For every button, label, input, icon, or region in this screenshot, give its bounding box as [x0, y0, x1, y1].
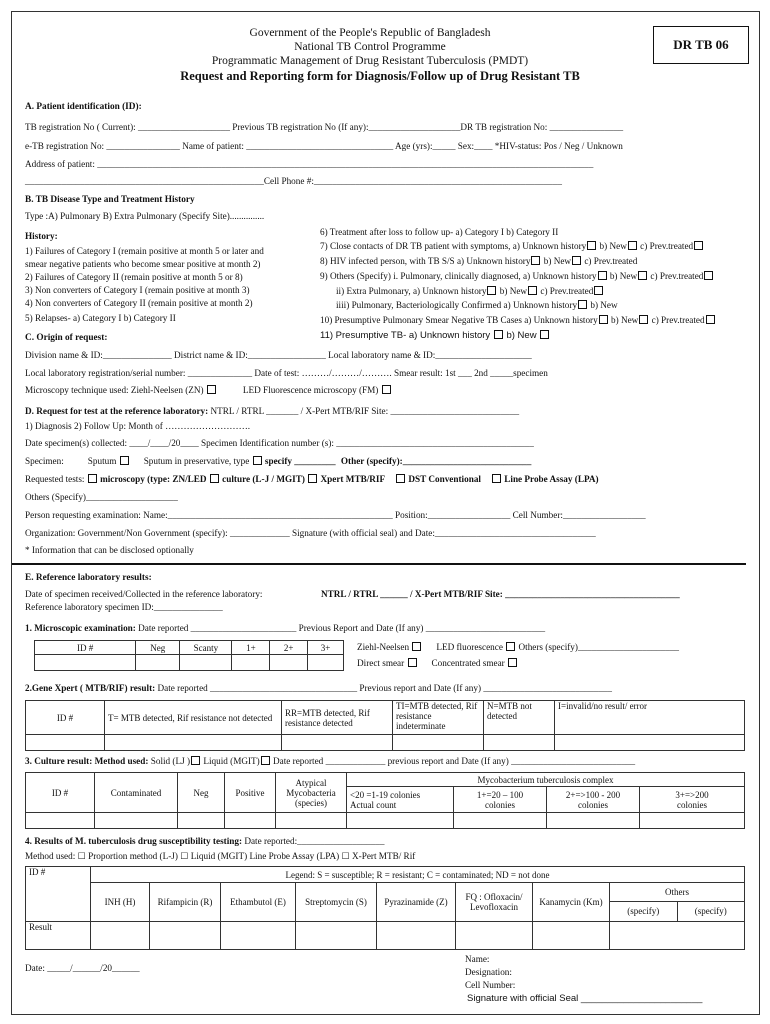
table-cell[interactable]	[221, 922, 296, 950]
date-received-line[interactable]: Date of specimen received/Collected in the reference laboratory:	[25, 589, 263, 599]
checkbox[interactable]	[599, 315, 608, 324]
gx-ti-header: TI=MTB detected, Rif resistance indeterminate	[393, 701, 484, 735]
history-right-9iii: iiii) Pulmonary, Bacteriologically Confirmed a) Unknown history b) New	[336, 300, 618, 310]
checkbox[interactable]	[508, 658, 517, 667]
checkbox[interactable]	[572, 256, 581, 265]
cul-col-3: 2+=>100 - 200 colonies	[547, 787, 640, 813]
checkbox[interactable]	[253, 456, 262, 465]
table-cell[interactable]	[91, 922, 150, 950]
cul-id-header: ID #	[26, 773, 95, 813]
col-neg: Neg	[136, 641, 180, 655]
table-cell[interactable]	[377, 922, 456, 950]
checkbox[interactable]	[706, 315, 715, 324]
checkbox[interactable]	[639, 315, 648, 324]
table-cell[interactable]	[26, 735, 105, 751]
address-line[interactable]: Address of patient: ____________________________________________________________________________________________________________	[25, 159, 594, 169]
table-cell[interactable]	[35, 655, 136, 671]
microscopy-type-line: Ziehl-Neelsen LED fluorescence Others (specify)______________________	[357, 642, 680, 652]
table-cell[interactable]	[95, 813, 178, 829]
section-e-heading: E. Reference laboratory results:	[25, 573, 152, 583]
dst-table	[25, 866, 745, 950]
col-3plus: 3+	[308, 641, 344, 655]
cell-phone-line[interactable]: ____________________________________________________Cell Phone #:______________________________________________________	[25, 176, 562, 186]
local-lab-line[interactable]: Local laboratory registration/serial number: ______________ Date of test: ………/………/………. Smear result: 1st ___ 2nd _____specimen	[25, 368, 548, 378]
dst-pza: Pyrazinamide (Z)	[377, 883, 456, 922]
dst-km: Kanamycin (Km)	[533, 883, 610, 922]
footer-date[interactable]: Date: _____/______/20______	[25, 963, 140, 973]
checkbox[interactable]	[638, 271, 647, 280]
requested-tests-line: Requested tests: microscopy (type: ZN/LED culture (L-J / MGIT) Xpert MTB/RIF DST Conventional Line Probe Assay (LPA)	[25, 474, 599, 484]
col-1plus: 1+	[232, 641, 270, 655]
table-cell[interactable]	[225, 813, 276, 829]
table-cell[interactable]	[296, 922, 377, 950]
dst-rif: Rifampicin (R)	[150, 883, 221, 922]
culture-table	[25, 772, 745, 829]
checkbox[interactable]	[308, 474, 317, 483]
history-left-1b: smear negative patients who become smear positive at month 2)	[25, 259, 261, 269]
checkbox[interactable]	[261, 756, 270, 765]
table-cell[interactable]	[533, 922, 610, 950]
table-cell[interactable]	[610, 922, 745, 950]
cul-col-4: 3+=>200 colonies	[640, 787, 745, 813]
table-cell[interactable]	[484, 735, 555, 751]
dst-inh: INH (H)	[91, 883, 150, 922]
date-collected-line[interactable]: Date specimen(s) collected: ____/____/20____ Specimen Identification number (s): ___________________________________________	[25, 438, 534, 448]
section-a-heading: A. Patient identification (ID):	[25, 102, 142, 112]
footer-name[interactable]: Name:	[465, 954, 490, 964]
dst-emb: Ethambutol (E)	[221, 883, 296, 922]
smear-type-line: Direct smear Concentrated smear	[357, 658, 518, 668]
checkbox[interactable]	[506, 642, 515, 651]
history-left-2: 2) Failures of Category II (remain positive at month 5 or 8)	[25, 272, 243, 282]
checkbox[interactable]	[88, 474, 97, 483]
ref-lab-specimen-id[interactable]: Reference laboratory specimen ID:_______________	[25, 602, 223, 612]
checkbox[interactable]	[628, 241, 637, 250]
cul-neg-header: Neg	[178, 773, 225, 813]
header-line3: Programmatic Management of Drug Resistant Tuberculosis (PMDT)	[211, 55, 529, 67]
dst-id-header: ID #	[26, 867, 91, 922]
microscopy-table	[34, 640, 344, 671]
ref-lab-site-line[interactable]: NTRL / RTRL ______ / X-Pert MTB/RIF Site: ______________________________________	[321, 589, 680, 599]
col-2plus: 2+	[270, 641, 308, 655]
table-cell[interactable]	[180, 655, 232, 671]
checkbox[interactable]	[412, 642, 421, 651]
history-left-4: 4) Non converters of Category II (remain positive at month 2)	[25, 298, 253, 308]
gx-rr-header: RR=MTB detected, Rif resistance detected	[282, 701, 393, 735]
checkbox[interactable]	[594, 286, 603, 295]
type-line[interactable]: Type :A) Pulmonary B) Extra Pulmonary (Specify Site)...............	[25, 211, 265, 221]
specimen-line: Specimen: Sputum Sputum in preservative, type specify _________ Other (specify):____________________________	[25, 456, 532, 466]
section-divider	[12, 563, 746, 565]
gx-n-header: N=MTB not detected	[484, 701, 555, 735]
checkbox[interactable]	[540, 330, 549, 339]
header-line1: Government of the People's Republic of Bangladesh	[249, 27, 491, 39]
cul-contaminated-header: Contaminated	[95, 773, 178, 813]
genexpert-heading: 2.Gene Xpert ( MTB/RIF) result: Date reported ________________________________ Previous report and Date (If any) ____________________________	[25, 683, 612, 693]
checkbox[interactable]	[704, 271, 713, 280]
footer-cell-number[interactable]: Cell Number:	[465, 980, 516, 990]
checkbox[interactable]	[120, 456, 129, 465]
cul-atypical-header: Atypical Mycobacteria (species)	[276, 773, 347, 813]
section-b-heading: B. TB Disease Type and Treatment History	[25, 195, 195, 205]
table-cell[interactable]	[456, 922, 533, 950]
form-title: Request and Reporting form for Diagnosis/Follow up of Drug Resistant TB	[180, 69, 580, 83]
cul-complex-header: Mycobacterium tuberculosis complex	[347, 773, 745, 787]
history-right-7: 7) Close contacts of DR TB patient with symptoms, a) Unknown history b) New c) Prev.treated	[320, 241, 704, 251]
section-d-heading: D. Request for test at the reference laboratory: NTRL / RTRL _______ / X-Pert MTB/RIF Site: ____________________________	[25, 406, 520, 416]
col-id: ID #	[35, 641, 136, 655]
dst-heading: 4. Results of M. tuberculosis drug susceptibility testing: Date reported:___________________	[25, 836, 385, 846]
table-cell[interactable]	[136, 655, 180, 671]
dst-legend: Legend: S = susceptible; R = resistant; C = contaminated; ND = not done	[91, 867, 745, 883]
history-left-5: 5) Relapses- a) Category I b) Category II	[25, 313, 176, 323]
history-right-9ii: ii) Extra Pulmonary, a) Unknown history b) New c) Prev.treated	[336, 286, 604, 296]
checkbox[interactable]	[191, 756, 200, 765]
footer-designation[interactable]: Designation:	[465, 967, 512, 977]
table-cell[interactable]	[308, 655, 344, 671]
checkbox[interactable]	[578, 300, 587, 309]
cul-col-2: 1+=20 – 100 colonies	[454, 787, 547, 813]
division-line[interactable]: Division name & ID:_______________ District name & ID:_________________ Local laboratory name & ID:_____________________	[25, 350, 532, 360]
checkbox[interactable]	[528, 286, 537, 295]
reg-no-line[interactable]: TB registration No ( Current): ____________________ Previous TB registration No (If any):____________________DR TB registration No: ________________	[25, 122, 624, 132]
footer-signature[interactable]: Signature with official Seal _______________________	[467, 993, 703, 1004]
table-cell[interactable]	[347, 813, 454, 829]
culture-heading: 3. Culture result: Method used: Solid (LJ ) Liquid (MGIT) Date reported _____________ previous report and Date (If any) ___________________________	[25, 756, 636, 766]
person-requesting-line[interactable]: Person requesting examination: Name:_________________________________________________ Position:__________________ Cell Number:__________________	[25, 510, 646, 520]
table-cell[interactable]	[555, 735, 745, 751]
col-scanty: Scanty	[180, 641, 232, 655]
history-left-3: 3) Non converters of Category I (remain positive at month 3)	[25, 285, 250, 295]
table-cell[interactable]	[276, 813, 347, 829]
checkbox[interactable]	[494, 330, 503, 339]
checkbox[interactable]	[382, 385, 391, 394]
section-c-heading: C. Origin of request:	[25, 333, 108, 343]
checkbox[interactable]	[694, 241, 703, 250]
genexpert-table	[25, 700, 745, 751]
history-right-10: 10) Presumptive Pulmonary Smear Negative TB Cases a) Unknown history b) New c) Prev.treated	[320, 315, 716, 325]
table-cell[interactable]	[454, 813, 547, 829]
checkbox[interactable]	[408, 658, 417, 667]
diagnosis-followup-line[interactable]: 1) Diagnosis 2) Follow Up: Month of ……………………….	[25, 421, 251, 431]
table-cell[interactable]	[26, 813, 95, 829]
checkbox[interactable]	[207, 385, 216, 394]
microscopic-heading: 1. Microscopic examination: Date reported _______________________ Previous Report and Date (If any) __________________________	[25, 623, 546, 633]
cul-col-1: <20 =1-19 colonies Actual count	[347, 787, 454, 813]
checkbox[interactable]	[210, 474, 219, 483]
table-cell[interactable]	[232, 655, 270, 671]
checkbox[interactable]	[396, 474, 405, 483]
table-cell[interactable]	[547, 813, 640, 829]
header-line2: National TB Control Programme	[294, 41, 446, 53]
checkbox[interactable]	[487, 286, 496, 295]
dst-result-label: Result	[26, 922, 91, 950]
gx-t-header: T= MTB detected, Rif resistance not detected	[105, 701, 282, 735]
microscopy-technique-line: Microscopy technique used: Ziehl-Neelsen (ZN) LED Fluorescence microscopy (FM)	[25, 385, 392, 395]
table-cell[interactable]	[393, 735, 484, 751]
dst-fq: FQ : Ofloxacin/ Levofloxacin	[456, 883, 533, 922]
checkbox[interactable]	[531, 256, 540, 265]
dst-others: Others (specify) (specify)	[610, 883, 745, 922]
gx-id-header: ID #	[26, 701, 105, 735]
history-right-11: 11) Presumptive TB- a) Unknown history b) New	[320, 330, 550, 341]
table-cell[interactable]	[150, 922, 221, 950]
gx-i-header: I=invalid/no result/ error	[555, 701, 745, 735]
dst-method-line[interactable]: Method used: ☐ Proportion method (L-J) ☐ Liquid (MGIT) Line Probe Assay (LPA) ☐ X-Pert MTB/ Rif	[25, 851, 416, 861]
table-cell[interactable]	[270, 655, 308, 671]
form-code-badge: DR TB 06	[653, 26, 749, 64]
history-label: History:	[25, 231, 58, 241]
etb-line[interactable]: e-TB registration No: ________________ Name of patient: ________________________________ Age (yrs):_____ Sex:____ *HIV-status: Pos / Neg / Unknown	[25, 141, 623, 151]
history-right-8: 8) HIV infected person, with TB S/S a) Unknown history b) New c) Prev.treated	[320, 256, 638, 266]
disclosure-note: * Information that can be disclosed optionally	[25, 545, 194, 555]
history-right-9: 9) Others (Specify) i. Pulmonary, clinically diagnosed, a) Unknown history b) New c) Prev.treated	[320, 271, 714, 281]
checkbox[interactable]	[598, 271, 607, 280]
checkbox[interactable]	[492, 474, 501, 483]
table-cell[interactable]	[640, 813, 745, 829]
table-cell[interactable]	[105, 735, 282, 751]
table-cell[interactable]	[178, 813, 225, 829]
checkbox[interactable]	[587, 241, 596, 250]
cul-pos-header: Positive	[225, 773, 276, 813]
history-left-1: 1) Failures of Category I (remain positive at month 5 or later and	[25, 246, 264, 256]
others-specify-line[interactable]: Others (Specify)____________________	[25, 492, 178, 502]
organization-line[interactable]: Organization: Government/Non Government (specify): _____________ Signature (with official seal) and Date:___________________________________	[25, 528, 596, 538]
table-cell[interactable]	[282, 735, 393, 751]
dst-strep: Streptomycin (S)	[296, 883, 377, 922]
history-right-6: 6) Treatment after loss to follow up- a) Category I b) Category II	[320, 227, 559, 237]
